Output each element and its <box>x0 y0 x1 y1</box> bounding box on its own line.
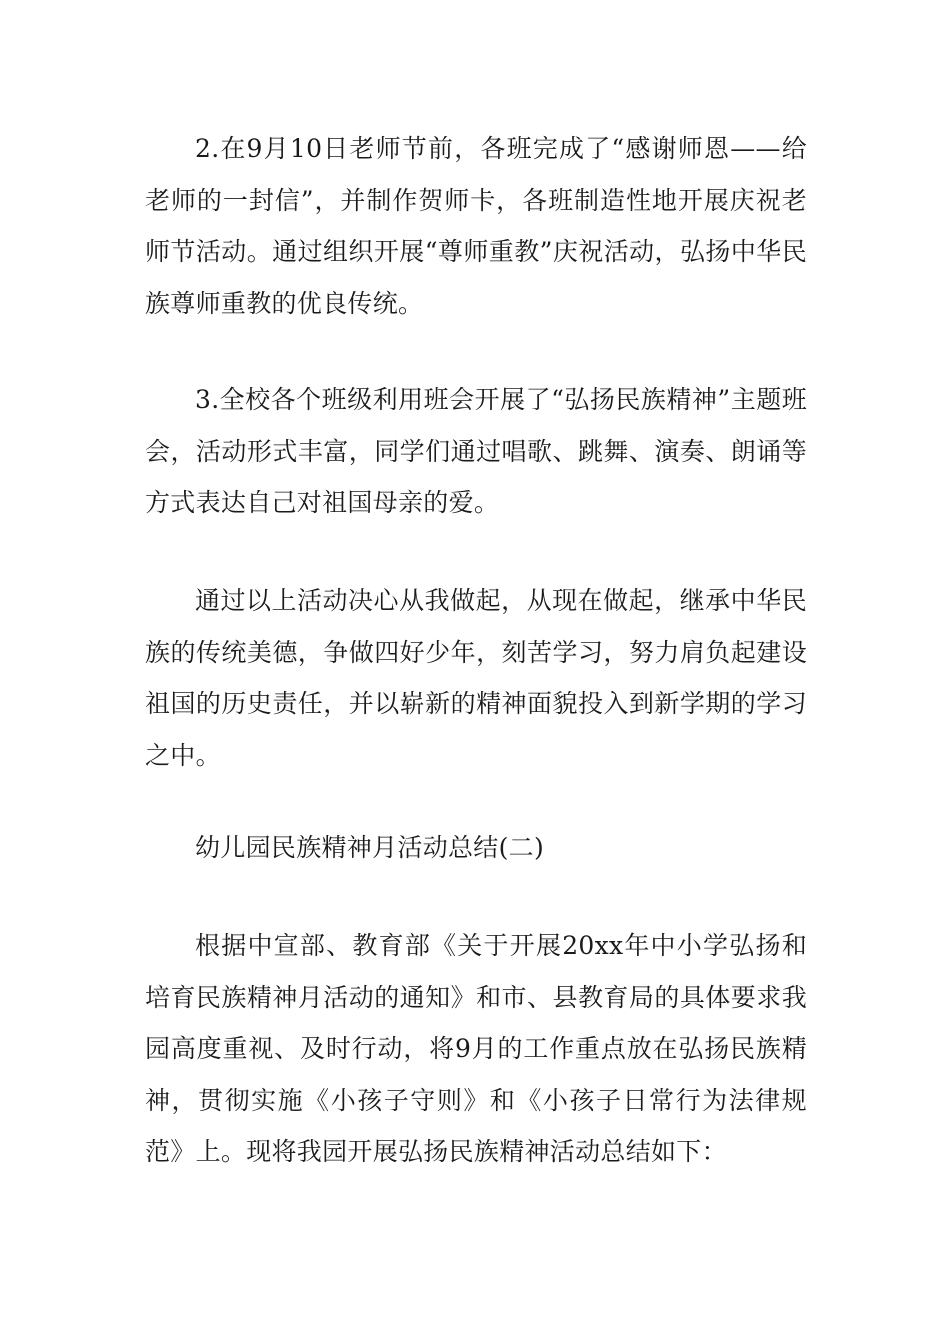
paragraph-teachers-day: 2.在9月10日老师节前，各班完成了“感谢师恩——给老师的一封信”，并制作贺师卡，各班制造性地开展庆祝老师节活动。通过组织开展“尊师重教”庆祝活动，弘扬中华民族尊师重教的优良传统。 <box>145 134 807 318</box>
paragraph-introduction: 根据中宣部、教育部《关于开展20xx年中小学弘扬和培育民族精神月活动的通知》和市、县教育局的具体要求我园高度重视、及时行动，将9月的工作重点放在弘扬民族精神，贯彻实施《小孩子守则》和《小孩子日常行为法律规范》上。现将我园开展弘扬民族精神活动总结如下： <box>145 931 807 1166</box>
paragraph-class-meeting: 3.全校各个班级利用班会开展了“弘扬民族精神”主题班会，活动形式丰富，同学们通过唱歌、跳舞、演奏、朗诵等方式表达自己对祖国母亲的爱。 <box>145 385 807 517</box>
section-heading: 幼儿园民族精神月活动总结(二) <box>195 833 545 862</box>
paragraph-conclusion: 通过以上活动决心从我做起，从现在做起，继承中华民族的传统美德，争做四好少年，刻苦学习，努力肩负起建设祖国的历史责任，并以崭新的精神面貌投入到新学期的学习之中。 <box>145 586 807 770</box>
